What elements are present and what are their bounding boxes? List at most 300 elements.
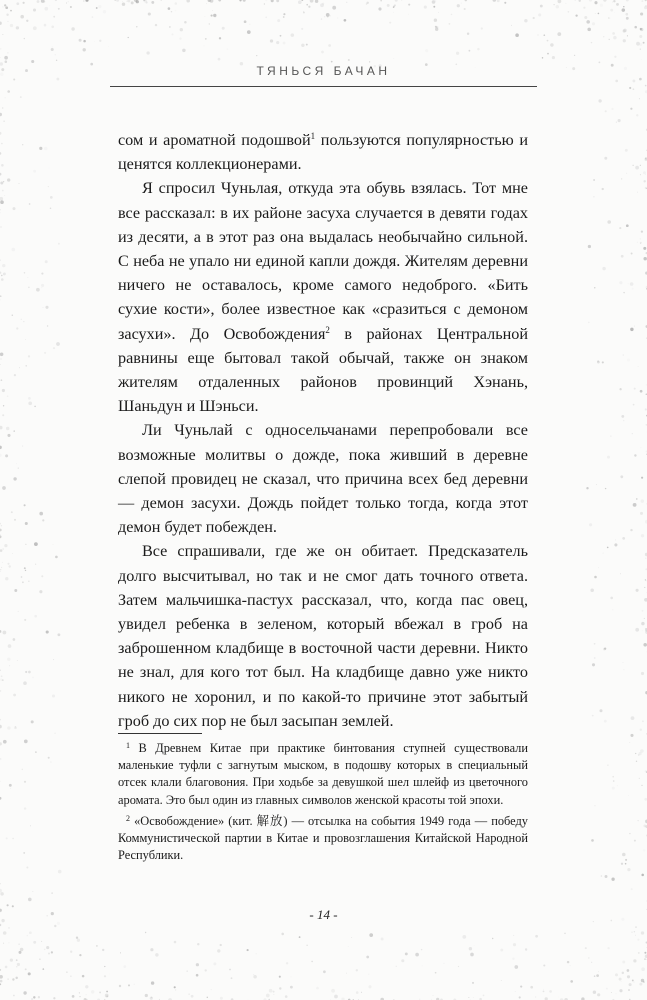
texture-speck: [0, 742, 2, 745]
texture-speck: [151, 997, 152, 998]
texture-speck: [622, 972, 624, 974]
texture-speck: [83, 40, 86, 43]
texture-speck: [604, 720, 607, 723]
paragraph-1-text-b: пользуются популярностью и ценятся коллекционерами.: [118, 131, 528, 174]
texture-speck: [626, 173, 627, 174]
texture-speck: [610, 597, 613, 600]
texture-speck: [570, 980, 573, 983]
texture-speck: [346, 973, 347, 974]
texture-speck: [99, 40, 101, 42]
texture-speck: [128, 37, 129, 38]
texture-speck: [638, 952, 640, 954]
texture-speck: [640, 174, 641, 175]
texture-speck: [83, 48, 86, 51]
texture-speck: [617, 785, 618, 786]
texture-speck: [303, 12, 305, 14]
texture-speck: [5, 60, 8, 63]
paragraph-1-text-a: сом и ароматной подошвой: [118, 131, 311, 149]
texture-speck: [596, 484, 597, 485]
texture-speck: [320, 3, 324, 7]
texture-speck: [612, 32, 615, 35]
texture-speck: [285, 995, 288, 998]
texture-speck: [520, 986, 522, 988]
texture-speck: [558, 0, 562, 3]
texture-speck: [461, 3, 462, 4]
texture-speck: [306, 44, 308, 46]
texture-speck: [3, 443, 4, 444]
texture-speck: [70, 951, 72, 953]
texture-speck: [631, 931, 633, 933]
texture-speck: [0, 353, 3, 357]
texture-speck: [277, 19, 280, 22]
texture-speck: [0, 679, 2, 681]
texture-speck: [109, 974, 110, 975]
footnote-1-text: В Древнем Китае при практике бинтования ступней существовали маленькие туфли с загнутым мыском, в подошву которых в специальный отсек клали благовония. При ходьбе за девушкой шел шлейф из цветочного аромата. Это был один из главных символов женской красоты той эпохи.: [118, 741, 528, 807]
texture-speck: [298, 0, 302, 4]
texture-speck: [1, 227, 2, 228]
texture-speck: [22, 581, 24, 583]
texture-speck: [301, 28, 303, 30]
texture-speck: [266, 994, 270, 998]
texture-speck: [641, 931, 644, 934]
texture-speck: [28, 972, 31, 975]
texture-speck: [48, 952, 50, 954]
texture-speck: [119, 985, 121, 987]
texture-speck: [607, 547, 609, 549]
texture-speck: [640, 49, 641, 50]
texture-speck: [41, 575, 43, 577]
texture-speck: [415, 953, 419, 957]
texture-speck: [473, 997, 474, 998]
texture-speck: [16, 327, 18, 329]
texture-speck: [14, 519, 16, 521]
texture-speck: [53, 16, 55, 18]
texture-speck: [637, 242, 638, 243]
texture-speck: [328, 44, 331, 47]
texture-speck: [13, 430, 14, 431]
texture-speck: [19, 367, 20, 368]
texture-speck: [4, 195, 5, 196]
texture-speck: [644, 587, 645, 588]
texture-speck: [638, 366, 639, 367]
footnote-1-mark: 1: [126, 741, 130, 750]
texture-speck: [632, 433, 633, 434]
texture-speck: [33, 891, 34, 892]
main-text: [118, 128, 528, 733]
texture-speck: [134, 0, 138, 2]
texture-speck: [425, 49, 428, 52]
texture-speck: [276, 0, 279, 2]
texture-speck: [636, 589, 639, 592]
texture-speck: [2, 190, 4, 192]
texture-speck: [1, 675, 3, 677]
texture-speck: [127, 0, 130, 2]
texture-speck: [55, 0, 57, 1]
texture-speck: [222, 27, 225, 30]
texture-speck: [143, 0, 145, 1]
texture-speck: [306, 945, 307, 946]
texture-speck: [196, 963, 199, 966]
texture-speck: [1, 68, 4, 71]
footnote-ref-1: 1: [310, 131, 316, 141]
texture-speck: [639, 78, 642, 81]
texture-speck: [2, 6, 4, 8]
texture-speck: [612, 787, 615, 790]
texture-speck: [43, 1, 45, 3]
texture-speck: [337, 18, 338, 19]
texture-speck: [32, 677, 34, 679]
texture-speck: [79, 996, 80, 997]
texture-speck: [583, 7, 585, 9]
texture-speck: [204, 16, 205, 17]
texture-speck: [644, 618, 645, 619]
texture-speck: [2, 486, 6, 490]
texture-speck: [449, 23, 451, 25]
texture-speck: [168, 7, 171, 10]
texture-speck: [579, 0, 581, 2]
texture-speck: [634, 931, 635, 932]
texture-speck: [4, 544, 7, 547]
texture-speck: [594, 975, 596, 977]
texture-speck: [615, 539, 616, 540]
texture-speck: [620, 475, 623, 478]
texture-speck: [0, 173, 1, 176]
texture-speck: [322, 3, 324, 5]
texture-speck: [326, 13, 330, 17]
texture-speck: [106, 991, 108, 993]
texture-speck: [21, 576, 23, 578]
texture-speck: [151, 1, 154, 4]
texture-speck: [175, 10, 177, 12]
texture-speck: [540, 5, 543, 8]
texture-speck: [7, 658, 10, 661]
texture-speck: [50, 761, 52, 763]
texture-speck: [621, 415, 624, 418]
texture-speck: [45, 306, 48, 309]
texture-speck: [5, 6, 8, 9]
texture-speck: [96, 7, 98, 9]
texture-speck: [23, 852, 25, 854]
texture-speck: [52, 46, 53, 47]
texture-speck: [281, 933, 284, 936]
texture-speck: [609, 18, 610, 19]
texture-speck: [623, 39, 626, 42]
texture-speck: [0, 630, 1, 633]
texture-speck: [593, 196, 595, 198]
texture-speck: [0, 197, 3, 201]
texture-speck: [628, 989, 630, 991]
texture-speck: [474, 945, 475, 946]
texture-speck: [303, 11, 304, 12]
texture-speck: [10, 24, 13, 27]
texture-speck: [623, 292, 624, 293]
texture-speck: [588, 957, 590, 959]
texture-speck: [612, 2, 613, 3]
texture-speck: [253, 975, 257, 979]
texture-speck: [66, 971, 67, 972]
texture-speck: [58, 8, 60, 10]
texture-speck: [79, 39, 82, 42]
texture-speck: [469, 50, 471, 52]
texture-speck: [308, 6, 310, 8]
texture-speck: [598, 971, 599, 972]
texture-speck: [86, 994, 87, 995]
texture-speck: [603, 36, 604, 37]
texture-speck: [19, 951, 22, 954]
texture-speck: [636, 498, 637, 499]
texture-speck: [51, 951, 53, 953]
texture-speck: [408, 4, 410, 6]
texture-speck: [17, 660, 18, 661]
texture-speck: [634, 454, 636, 456]
texture-speck: [321, 51, 324, 54]
texture-speck: [270, 39, 273, 42]
texture-speck: [3, 931, 7, 935]
texture-speck: [7, 726, 10, 729]
texture-speck: [2, 548, 4, 550]
texture-speck: [27, 935, 28, 936]
texture-speck: [0, 358, 1, 359]
texture-speck: [641, 230, 643, 232]
texture-speck: [329, 15, 331, 17]
texture-speck: [626, 0, 629, 1]
texture-speck: [11, 248, 15, 252]
texture-speck: [628, 795, 629, 796]
texture-speck: [44, 24, 47, 27]
texture-speck: [42, 519, 44, 521]
texture-speck: [640, 728, 642, 730]
texture-speck: [191, 995, 194, 998]
texture-speck: [145, 994, 148, 997]
texture-speck: [311, 961, 312, 962]
texture-speck: [0, 571, 1, 572]
texture-speck: [206, 3, 207, 4]
texture-speck: [533, 17, 535, 19]
texture-speck: [12, 315, 13, 316]
texture-speck: [30, 826, 31, 827]
texture-speck: [645, 0, 647, 1]
texture-speck: [16, 959, 18, 961]
texture-speck: [433, 995, 434, 996]
texture-speck: [614, 56, 616, 58]
texture-speck: [623, 354, 625, 356]
texture-speck: [301, 44, 304, 47]
texture-speck: [24, 272, 26, 274]
texture-speck: [643, 247, 646, 250]
texture-speck: [436, 26, 438, 28]
texture-speck: [639, 98, 640, 99]
texture-speck: [598, 13, 600, 15]
texture-speck: [378, 7, 381, 10]
texture-speck: [535, 935, 538, 938]
texture-speck: [621, 981, 622, 982]
texture-speck: [7, 563, 9, 565]
page-header: [110, 64, 537, 87]
texture-speck: [639, 43, 642, 46]
texture-speck: [640, 28, 643, 31]
texture-speck: [543, 991, 545, 993]
texture-speck: [639, 778, 640, 779]
texture-speck: [591, 42, 592, 43]
texture-speck: [7, 395, 9, 397]
texture-speck: [46, 946, 49, 949]
texture-speck: [155, 953, 158, 956]
texture-speck: [3, 121, 4, 122]
texture-speck: [615, 993, 616, 994]
texture-speck: [3, 943, 4, 944]
texture-speck: [513, 943, 516, 946]
texture-speck: [613, 36, 617, 40]
texture-speck: [630, 734, 633, 737]
texture-speck: [48, 186, 49, 187]
texture-speck: [49, 168, 50, 169]
texture-speck: [622, 853, 626, 857]
texture-speck: [469, 997, 470, 998]
texture-speck: [610, 436, 611, 437]
texture-speck: [20, 948, 24, 952]
texture-speck: [26, 20, 28, 22]
texture-speck: [633, 88, 635, 90]
texture-speck: [0, 924, 1, 925]
texture-speck: [645, 157, 647, 159]
texture-speck: [632, 288, 634, 290]
texture-speck: [0, 22, 2, 25]
texture-speck: [456, 52, 459, 55]
texture-speck: [444, 963, 445, 964]
texture-speck: [634, 326, 635, 327]
texture-speck: [598, 567, 599, 568]
texture-speck: [143, 0, 147, 2]
texture-speck: [643, 171, 646, 174]
footnotes: [118, 740, 528, 868]
texture-speck: [467, 33, 469, 35]
header-rule: [110, 86, 537, 87]
texture-speck: [3, 740, 7, 744]
texture-speck: [169, 26, 170, 27]
texture-speck: [71, 27, 74, 30]
texture-speck: [639, 983, 642, 986]
texture-speck: [16, 966, 17, 967]
texture-speck: [550, 43, 553, 46]
texture-speck: [51, 892, 53, 894]
texture-speck: [212, 10, 213, 11]
texture-speck: [0, 152, 1, 155]
texture-speck: [323, 970, 326, 973]
texture-speck: [592, 22, 595, 25]
texture-speck: [28, 898, 32, 902]
texture-speck: [604, 157, 607, 160]
texture-speck: [0, 295, 2, 297]
texture-speck: [28, 287, 29, 288]
texture-speck: [146, 1, 148, 3]
texture-speck: [256, 954, 257, 955]
texture-speck: [620, 573, 621, 574]
texture-speck: [331, 61, 333, 63]
texture-speck: [19, 183, 20, 184]
texture-speck: [643, 42, 645, 44]
texture-speck: [348, 59, 350, 61]
texture-speck: [631, 888, 633, 890]
texture-speck: [2, 679, 4, 681]
texture-speck: [145, 932, 146, 933]
texture-speck: [283, 13, 285, 15]
texture-speck: [16, 2, 19, 5]
texture-speck: [56, 78, 59, 81]
texture-speck: [102, 949, 104, 951]
texture-speck: [256, 55, 257, 56]
texture-speck: [0, 758, 2, 760]
texture-speck: [58, 243, 60, 245]
texture-speck: [543, 989, 544, 990]
texture-speck: [33, 996, 35, 998]
texture-speck: [635, 22, 636, 23]
texture-speck: [641, 477, 643, 479]
texture-speck: [327, 16, 329, 18]
texture-speck: [640, 165, 641, 166]
texture-speck: [82, 975, 85, 978]
texture-speck: [204, 46, 205, 47]
texture-speck: [401, 959, 404, 962]
texture-speck: [640, 447, 641, 448]
texture-speck: [592, 715, 594, 717]
texture-speck: [0, 781, 1, 782]
texture-speck: [25, 522, 28, 525]
texture-speck: [631, 253, 633, 255]
texture-speck: [396, 966, 397, 967]
texture-speck: [15, 726, 16, 727]
texture-speck: [54, 925, 56, 927]
texture-speck: [1, 379, 3, 381]
texture-speck: [603, 648, 606, 651]
texture-speck: [481, 27, 483, 29]
texture-speck: [53, 997, 55, 999]
texture-speck: [0, 549, 2, 552]
texture-speck: [39, 958, 41, 960]
texture-speck: [557, 32, 561, 36]
texture-speck: [25, 544, 26, 545]
paragraph-2-text-a: Я спросил Чуньлая, откуда эта обувь взялась. Тот мне все рассказал: в их районе засуха случается в девяти годах из десяти, а в этот раз она выдалась необычайно сильной. С неба не упало ни единой капли дождя. Жителям деревни ничего не оставалось, кроме самого недоброго. «Бить сухие кости», более известное как «сразиться с демоном засухи». До Освобождения: [118, 179, 528, 343]
texture-speck: [538, 13, 541, 16]
texture-speck: [636, 42, 640, 46]
texture-speck: [351, 937, 352, 938]
texture-speck: [13, 78, 15, 80]
texture-speck: [619, 978, 622, 981]
texture-speck: [640, 749, 644, 753]
texture-speck: [626, 17, 629, 20]
texture-speck: [605, 110, 607, 112]
texture-speck: [0, 72, 3, 75]
texture-speck: [547, 40, 549, 42]
texture-speck: [86, 0, 89, 2]
texture-speck: [607, 947, 609, 949]
texture-speck: [515, 991, 516, 992]
texture-speck: [24, 619, 26, 621]
texture-speck: [615, 973, 618, 976]
texture-speck: [525, 948, 527, 950]
texture-speck: [0, 62, 3, 65]
texture-speck: [600, 4, 603, 7]
texture-speck: [146, 51, 149, 54]
texture-speck: [18, 944, 19, 945]
texture-speck: [108, 46, 109, 47]
texture-speck: [34, 615, 37, 618]
texture-speck: [35, 751, 37, 753]
texture-speck: [12, 978, 14, 980]
texture-speck: [0, 969, 1, 971]
texture-speck: [28, 355, 30, 357]
texture-speck: [586, 20, 590, 24]
texture-speck: [213, 14, 216, 17]
